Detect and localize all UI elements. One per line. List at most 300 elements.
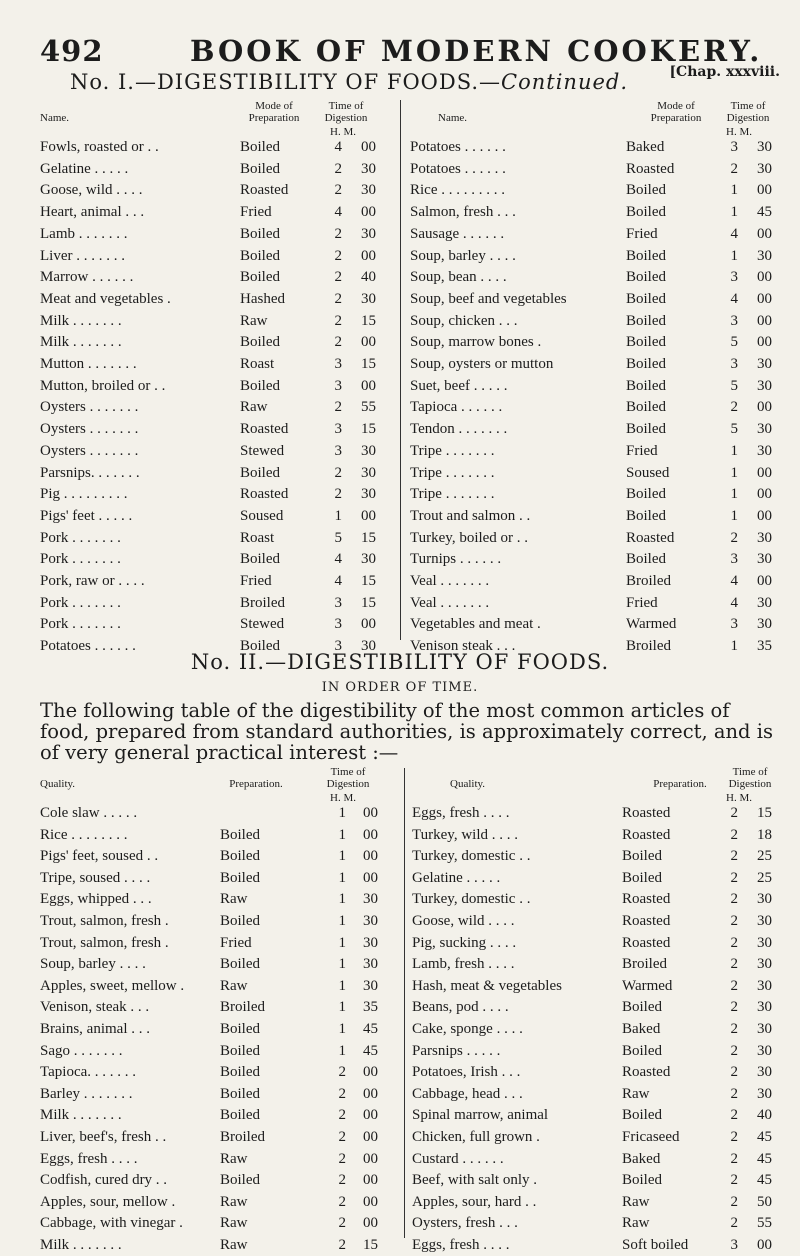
hours: 1 [730, 507, 738, 524]
preparation: Raw [622, 1215, 650, 1232]
table2-right-row [412, 802, 780, 824]
table1-left-row [40, 223, 395, 245]
preparation: Raw [622, 1085, 650, 1102]
food-name: Pigs' feet . . . . . [40, 507, 133, 524]
food-name: Soup, bean . . . . [410, 269, 507, 286]
food-name: Spinal marrow, animal [412, 1107, 549, 1124]
food-name: Gelatine . . . . . [40, 160, 129, 177]
hours: 2 [730, 1193, 738, 1210]
minutes: 30 [363, 956, 378, 973]
hours: 2 [730, 1064, 738, 1081]
preparation: Boiled [220, 869, 260, 886]
table2-right-row [412, 1169, 780, 1191]
hours: 2 [334, 247, 342, 264]
t2-divider [404, 768, 405, 1238]
preparation: Fried [240, 573, 272, 589]
preparation: Boiled [220, 1107, 260, 1124]
minutes: 00 [757, 290, 772, 307]
food-name: Mutton, broiled or . . [40, 377, 166, 394]
minutes: 30 [757, 160, 772, 177]
food-name: Pork . . . . . . . [40, 616, 121, 633]
table1-right-row [410, 440, 780, 462]
preparation: Boiled [626, 182, 666, 199]
table1-left-row [40, 505, 395, 527]
preparation: Roasted [622, 1064, 671, 1081]
food-name: Marrow . . . . . . [40, 269, 134, 286]
preparation: Boiled [240, 139, 280, 155]
hours: 2 [730, 934, 738, 951]
preparation: Fried [626, 442, 658, 459]
page-number: 492 [40, 34, 104, 68]
t1-left-unit: H. M. [330, 126, 356, 138]
preparation: Soused [240, 507, 284, 524]
food-name: Rice . . . . . . . . . [410, 182, 505, 199]
food-name: Potatoes . . . . . . [410, 160, 506, 177]
table2-right-row [412, 867, 780, 889]
table2-left-row [40, 802, 400, 824]
minutes: 30 [361, 442, 376, 459]
preparation: Boiled [622, 1107, 662, 1124]
t2-left-prep-head: Preparation. [229, 778, 283, 790]
minutes: 30 [757, 891, 772, 908]
table1-left-row [40, 288, 395, 310]
table1-left-row [40, 613, 395, 635]
preparation: Fried [240, 204, 272, 221]
table1-right-row [410, 613, 780, 635]
preparation: Roasted [240, 486, 289, 503]
minutes: 00 [757, 269, 772, 286]
food-name: Pork . . . . . . . [40, 551, 121, 568]
preparation: Raw [220, 977, 248, 994]
minutes: 00 [361, 204, 376, 221]
minutes: 30 [757, 977, 772, 994]
minutes: 00 [361, 377, 376, 394]
preparation: Boiled [626, 486, 666, 503]
food-name: Oysters, fresh . . . [412, 1215, 518, 1232]
preparation: Raw [240, 312, 268, 329]
table2-right-row [412, 1083, 780, 1105]
hours: 2 [334, 290, 342, 307]
minutes: 45 [757, 204, 772, 221]
food-name: Veal . . . . . . . [410, 573, 490, 589]
food-name: Pig, sucking . . . . [412, 934, 517, 951]
minutes: 30 [757, 247, 772, 264]
preparation: Baked [622, 1021, 661, 1037]
table1-left-row [40, 201, 395, 223]
food-name: Codfish, cured dry . . [40, 1172, 168, 1189]
minutes: 00 [363, 1064, 378, 1081]
table1-left-row [40, 375, 395, 397]
table2-right-row [412, 975, 780, 997]
hours: 2 [338, 1215, 346, 1232]
minutes: 00 [757, 334, 772, 351]
hours: 2 [334, 399, 342, 416]
food-name: Soup, marrow bones . [410, 334, 542, 351]
preparation: Boiled [220, 956, 260, 973]
minutes: 45 [757, 1150, 772, 1167]
hours: 1 [338, 999, 346, 1016]
food-name: Beef, with salt only . [412, 1172, 537, 1189]
food-name: Sausage . . . . . . [410, 225, 505, 242]
hours: 1 [338, 826, 346, 843]
minutes: 00 [361, 334, 376, 351]
minutes: 30 [757, 529, 772, 546]
preparation: Raw [240, 399, 268, 416]
food-name: Soup, oysters or mutton [410, 356, 554, 372]
preparation: Boiled [622, 869, 662, 886]
minutes: 30 [361, 225, 376, 242]
minutes: 30 [361, 290, 376, 307]
hours: 2 [730, 1215, 738, 1232]
food-name: Soup, beef and vegetables [410, 290, 567, 307]
minutes: 00 [757, 1237, 772, 1253]
hours: 2 [730, 891, 738, 908]
table2-right-row [412, 910, 780, 932]
food-name: Turkey, wild . . . . [412, 826, 518, 843]
hours: 1 [730, 247, 738, 264]
food-name: Eggs, fresh . . . . [412, 805, 510, 821]
food-name: Pork . . . . . . . [40, 529, 121, 546]
hours: 1 [338, 891, 346, 908]
minutes: 00 [757, 507, 772, 524]
table2-left-row [40, 845, 400, 867]
preparation: Broiled [626, 638, 671, 655]
preparation: Boiled [220, 848, 260, 865]
food-name: Rice . . . . . . . . [40, 826, 128, 843]
preparation: Boiled [622, 1172, 662, 1189]
table2-right-row [412, 1191, 780, 1213]
minutes: 00 [361, 247, 376, 264]
food-name: Potatoes, Irish . . . [412, 1064, 521, 1081]
preparation: Broiled [240, 594, 285, 611]
table2 [40, 766, 780, 1253]
t1-left-time-head: Time of Digestion [324, 100, 368, 124]
food-name: Meat and vegetables . [40, 290, 171, 307]
minutes: 30 [757, 1042, 772, 1059]
table1-right-row [410, 201, 780, 223]
preparation: Boiled [220, 1064, 260, 1081]
food-name: Fowls, roasted or . . [40, 139, 159, 155]
minutes: 30 [757, 1021, 772, 1037]
minutes: 00 [757, 225, 772, 242]
minutes: 30 [757, 421, 772, 438]
hours: 2 [730, 848, 738, 865]
food-name: Vegetables and meat . [410, 616, 541, 633]
food-name: Heart, animal . . . [40, 204, 145, 221]
table2-left-row [40, 953, 400, 975]
minutes: 00 [757, 464, 772, 481]
table2-left-row [40, 1018, 400, 1040]
table1-left-row [40, 483, 395, 505]
hours: 2 [730, 1085, 738, 1102]
minutes: 30 [757, 1064, 772, 1081]
minutes: 45 [363, 1042, 378, 1059]
t1-right-time-head: Time of Digestion [726, 100, 770, 124]
food-name: Apples, sour, mellow . [40, 1193, 176, 1210]
hours: 3 [730, 312, 738, 329]
t2-left-time-head: Time of Digestion [326, 766, 370, 790]
food-name: Goose, wild . . . . [412, 913, 515, 929]
food-name: Milk . . . . . . . [40, 312, 122, 329]
minutes: 15 [361, 594, 376, 611]
preparation: Raw [220, 1193, 248, 1210]
food-name: Tripe . . . . . . . [410, 486, 495, 503]
preparation: Roasted [240, 182, 289, 199]
t2-left-unit: H. M. [330, 792, 356, 804]
hours: 2 [334, 464, 342, 481]
table2-left-row [40, 996, 400, 1018]
food-name: Tripe . . . . . . . [410, 464, 495, 481]
minutes: 00 [757, 486, 772, 503]
preparation: Boiled [626, 356, 666, 372]
table1 [40, 100, 780, 655]
hours: 2 [338, 1237, 346, 1253]
table1-right-row [410, 331, 780, 353]
table1-right-row [410, 158, 780, 180]
minutes: 00 [757, 573, 772, 589]
table2-left-row [40, 867, 400, 889]
table1-left-row [40, 396, 395, 418]
table2-left-row [40, 932, 400, 954]
minutes: 18 [757, 826, 772, 843]
minutes: 15 [361, 529, 376, 546]
table1-left-row [40, 548, 395, 570]
food-name: Pork . . . . . . . [40, 594, 121, 611]
table1-left-row [40, 462, 395, 484]
preparation: Soft boiled [622, 1237, 689, 1253]
table1-left-row [40, 179, 395, 201]
hours: 2 [338, 1129, 346, 1145]
table2-right-row [412, 845, 780, 867]
food-name: Tripe . . . . . . . [410, 442, 495, 459]
preparation: Stewed [240, 616, 285, 633]
table1-right-row [410, 462, 780, 484]
minutes: 00 [363, 1193, 378, 1210]
minutes: 30 [757, 999, 772, 1016]
preparation: Baked [622, 1150, 661, 1167]
table1-left-row [40, 266, 395, 288]
hours: 3 [730, 1237, 738, 1253]
page-header [40, 30, 780, 80]
hours: 3 [334, 377, 342, 394]
food-name: Mutton . . . . . . . [40, 356, 137, 372]
preparation: Boiled [622, 848, 662, 865]
hours: 4 [334, 551, 342, 568]
minutes: 00 [757, 399, 772, 416]
table2-left-row [40, 1234, 400, 1256]
hours: 1 [338, 956, 346, 973]
preparation: Fried [626, 225, 658, 242]
table2-left-row [40, 1126, 400, 1148]
table1-right-row [410, 548, 780, 570]
food-name: Cabbage, with vinegar . [40, 1215, 183, 1232]
preparation: Fried [220, 934, 252, 951]
t1-divider [400, 100, 401, 640]
food-name: Sago . . . . . . . [40, 1042, 123, 1059]
food-name: Pork, raw or . . . . [40, 573, 145, 589]
minutes: 00 [363, 1150, 378, 1167]
preparation: Boiled [622, 999, 662, 1016]
preparation: Boiled [220, 1085, 260, 1102]
minutes: 30 [757, 551, 772, 568]
food-name: Venison steak . . . [410, 638, 516, 655]
hours: 3 [334, 356, 342, 372]
table1-right-row [410, 592, 780, 614]
preparation: Broiled [220, 1129, 265, 1145]
table1-left-row [40, 592, 395, 614]
preparation: Roasted [622, 826, 671, 843]
preparation: Boiled [240, 334, 280, 351]
food-name: Goose, wild . . . . [40, 182, 143, 199]
preparation: Baked [626, 139, 665, 155]
table2-subtitle: IN ORDER OF TIME. [321, 680, 479, 695]
minutes: 30 [361, 160, 376, 177]
hours: 2 [338, 1193, 346, 1210]
table2-left-row [40, 1061, 400, 1083]
hours: 2 [338, 1107, 346, 1124]
preparation: Boiled [240, 160, 280, 177]
preparation: Boiled [626, 507, 666, 524]
preparation: Broiled [220, 999, 265, 1016]
table2-left-row [40, 1148, 400, 1170]
table2-right-row [412, 824, 780, 846]
table1-right-row [410, 245, 780, 267]
preparation: Roasted [622, 891, 671, 908]
food-name: Potatoes . . . . . . [40, 638, 136, 655]
minutes: 15 [361, 356, 376, 372]
table2-right-row [412, 1234, 780, 1256]
food-name: Custard . . . . . . [412, 1150, 504, 1167]
minutes: 30 [361, 464, 376, 481]
hours: 1 [730, 204, 738, 221]
minutes: 15 [361, 573, 376, 589]
table1-left-row [40, 353, 395, 375]
food-name: Liver, beef's, fresh . . [40, 1129, 167, 1145]
food-name: Tripe, soused . . . . [40, 869, 151, 886]
food-name: Chicken, full grown . [412, 1129, 540, 1145]
minutes: 30 [361, 638, 376, 655]
minutes: 30 [757, 616, 772, 633]
food-name: Milk . . . . . . . [40, 334, 122, 351]
hours: 2 [730, 956, 738, 973]
food-name: Oysters . . . . . . . [40, 399, 139, 416]
preparation: Boiled [240, 638, 280, 655]
preparation: Boiled [626, 204, 666, 221]
table1-right-row [410, 570, 780, 592]
t2-right-time-head: Time of Digestion [728, 766, 772, 790]
preparation: Boiled [220, 1021, 260, 1037]
preparation: Raw [220, 1237, 248, 1253]
table2-right-row [412, 1104, 780, 1126]
table1-title: No. I.—DIGESTIBILITY OF FOODS.—Continued. [70, 70, 629, 94]
table1-left-row [40, 440, 395, 462]
hours: 4 [730, 573, 738, 589]
hours: 2 [338, 1085, 346, 1102]
preparation: Boiled [626, 312, 666, 329]
hours: 2 [730, 826, 738, 843]
food-name: Soup, barley . . . . [410, 247, 516, 264]
minutes: 00 [757, 312, 772, 329]
food-name: Milk . . . . . . . [40, 1107, 122, 1124]
minutes: 30 [757, 934, 772, 951]
table1-right-row [410, 527, 780, 549]
preparation: Roast [240, 356, 275, 372]
minutes: 30 [757, 1085, 772, 1102]
hours: 2 [334, 334, 342, 351]
table1-right-row [410, 483, 780, 505]
minutes: 45 [757, 1172, 772, 1189]
t2-right-unit: H. M. [726, 792, 752, 804]
minutes: 25 [757, 869, 772, 886]
minutes: 30 [361, 551, 376, 568]
hours: 3 [334, 594, 342, 611]
preparation: Stewed [240, 442, 285, 459]
preparation: Boiled [626, 334, 666, 351]
hours: 1 [338, 977, 346, 994]
hours: 3 [334, 421, 342, 438]
table2-left-row [40, 824, 400, 846]
food-name: Lamb . . . . . . . [40, 225, 128, 242]
food-name: Oysters . . . . . . . [40, 421, 139, 438]
minutes: 00 [363, 1107, 378, 1124]
table1-right-row [410, 223, 780, 245]
table1-right-row [410, 136, 780, 158]
preparation: Roasted [240, 421, 289, 438]
minutes: 40 [361, 269, 376, 286]
hours: 2 [338, 1064, 346, 1081]
table2-right-row [412, 1126, 780, 1148]
table2-right-row [412, 888, 780, 910]
t1-right-unit: H. M. [726, 126, 752, 138]
t2-right-prep-head: Preparation. [653, 778, 707, 790]
hours: 2 [730, 977, 738, 994]
food-name: Beans, pod . . . . [412, 999, 509, 1016]
food-name: Tendon . . . . . . . [410, 421, 508, 438]
table2-right-row [412, 1061, 780, 1083]
table1-right-row [410, 179, 780, 201]
minutes: 25 [757, 848, 772, 865]
hours: 1 [334, 507, 342, 524]
food-name: Tapioca. . . . . . . [40, 1064, 137, 1081]
hours: 1 [730, 182, 738, 199]
table2-right-row [412, 1212, 780, 1234]
hours: 3 [334, 616, 342, 633]
table1-right-row [410, 310, 780, 332]
minutes: 30 [757, 913, 772, 929]
hours: 1 [338, 913, 346, 929]
table2-left-row [40, 1104, 400, 1126]
minutes: 00 [363, 1129, 378, 1145]
table1-left-row [40, 245, 395, 267]
preparation: Boiled [626, 290, 666, 307]
food-name: Brains, animal . . . [40, 1021, 150, 1037]
hours: 4 [334, 139, 342, 155]
table2-left-row [40, 888, 400, 910]
food-name: Cabbage, head . . . [412, 1085, 523, 1102]
hours: 3 [730, 356, 738, 372]
minutes: 30 [757, 442, 772, 459]
hours: 2 [334, 269, 342, 286]
minutes: 30 [757, 139, 772, 155]
hours: 4 [730, 290, 738, 307]
preparation: Roast [240, 529, 275, 546]
food-name: Salmon, fresh . . . [410, 204, 516, 221]
food-name: Soup, chicken . . . [410, 312, 518, 329]
hours: 3 [730, 139, 738, 155]
minutes: 00 [363, 805, 378, 821]
preparation: Soused [626, 464, 670, 481]
hours: 2 [730, 1107, 738, 1124]
